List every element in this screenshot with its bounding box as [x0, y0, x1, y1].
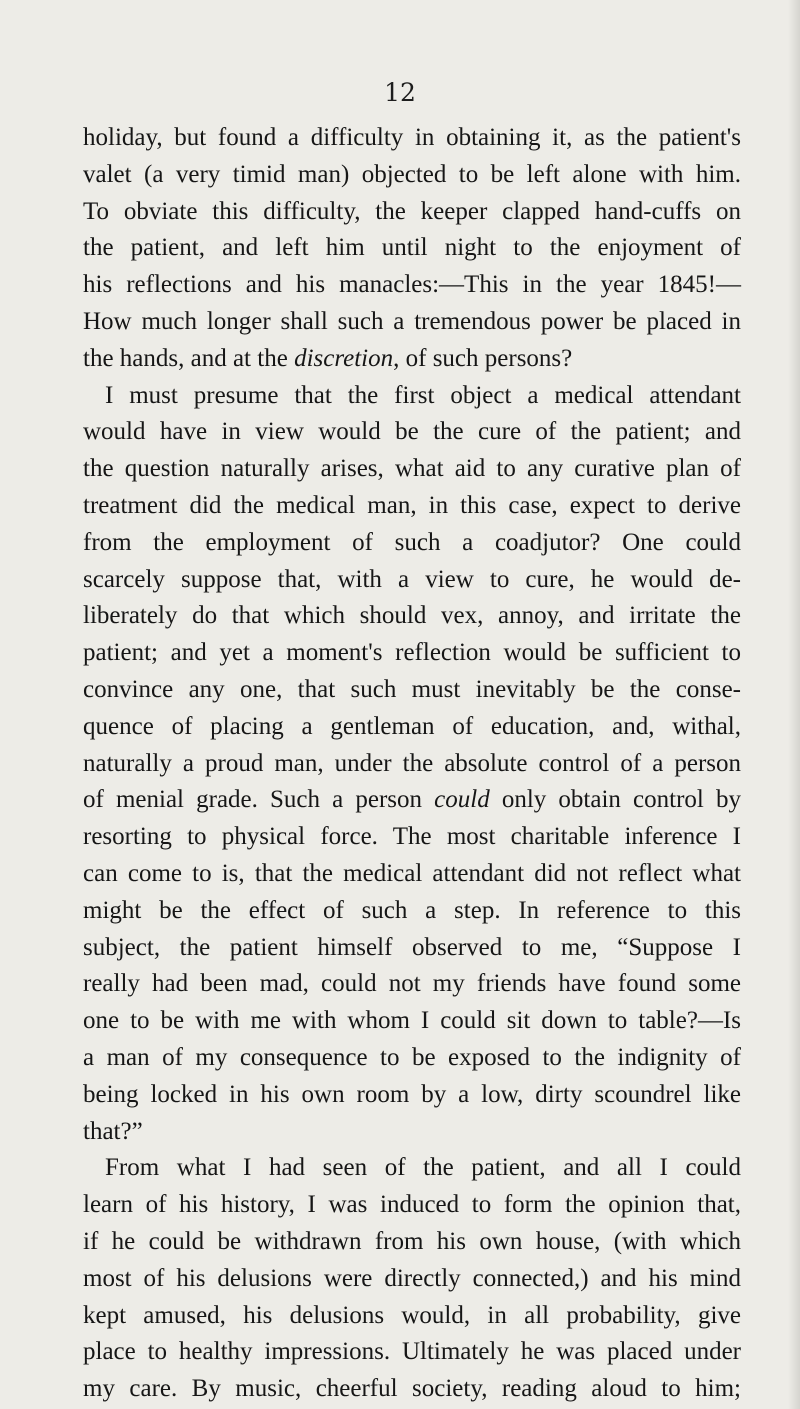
text-line: valet (a very timid man) objected to be left alone with him.	[83, 160, 741, 188]
text-line: I must presume that the first object a medical attendant	[105, 381, 741, 409]
italic-text-run: could	[434, 786, 490, 814]
text-run: only obtain control by	[489, 786, 741, 814]
page-edge-shadow	[788, 0, 800, 1409]
text-line: the question naturally arises, what aid to any curative plan of	[83, 455, 741, 483]
text-line: his reflections and his manacles:—This in the year 1845!—	[83, 271, 741, 299]
text-line: my care. By music, cheerful society, reading aloud to him;	[83, 1375, 741, 1403]
text-line: convince any one, that such must inevitably be the conse-	[83, 675, 741, 703]
text-line: patient; and yet a moment's reflection would be sufficient to	[83, 639, 741, 667]
text-line: From what I had seen of the patient, and all I could	[105, 1154, 741, 1182]
text-line: one to be with me with whom I could sit down to table?—Is	[83, 1007, 741, 1035]
text-line: learn of his history, I was induced to form the opinion that,	[83, 1191, 741, 1219]
text-line: a man of my consequence to be exposed to the indignity of	[83, 1043, 741, 1071]
text-line: that?”	[83, 1117, 143, 1145]
text-line: might be the effect of such a step. In reference to this	[83, 896, 741, 924]
text-line: place to healthy impressions. Ultimately he was placed under	[83, 1338, 741, 1366]
italic-text-run: discretion	[294, 344, 394, 372]
text-line: liberately do that which should vex, annoy, and irritate the	[83, 602, 741, 630]
text-line: kept amused, his delusions would, in all probability, give	[83, 1301, 741, 1329]
page-number: 12	[384, 78, 416, 107]
text-line: would have in view would be the cure of the patient; and	[83, 418, 741, 446]
text-line: resorting to physical force. The most charitable inference I	[83, 823, 741, 851]
text-line: treatment did the medical man, in this case, expect to derive	[83, 491, 741, 519]
text-run: of menial grade. Such a person	[83, 786, 435, 814]
body-text	[83, 120, 741, 1408]
text-line: holiday, but found a difficulty in obtaining it, as the patient's	[83, 124, 741, 151]
text-line: To obviate this difficulty, the keeper clapped hand-cuffs on	[83, 197, 741, 225]
text-line: really had been mad, could not my friends have found some	[83, 970, 741, 998]
text-line: How much longer shall such a tremendous power be placed in	[83, 307, 741, 335]
text-line: quence of placing a gentleman of education, and, withal,	[83, 712, 741, 740]
text-line: most of his delusions were directly connected,) and his mind	[83, 1264, 741, 1292]
text-line: can come to is, that the medical attendant did not reflect what	[83, 859, 741, 887]
text-line: from the employment of such a coadjutor? One could	[83, 528, 741, 556]
text-run: , of such persons?	[393, 344, 573, 372]
text-line	[83, 782, 741, 819]
text-run: the hands, and at the	[83, 344, 295, 372]
text-line: subject, the patient himself observed to me, “Suppose I	[83, 933, 741, 961]
text-line: scarcely suppose that, with a view to cure, he would de-	[83, 565, 741, 593]
text-line: naturally a proud man, under the absolute control of a person	[83, 749, 741, 777]
text-line: the patient, and left him until night to the enjoyment of	[83, 234, 741, 262]
text-line: if he could be withdrawn from his own house, (with which	[83, 1227, 741, 1255]
text-line	[83, 341, 741, 378]
text-line: being locked in his own room by a low, dirty scoundrel like	[83, 1080, 741, 1108]
